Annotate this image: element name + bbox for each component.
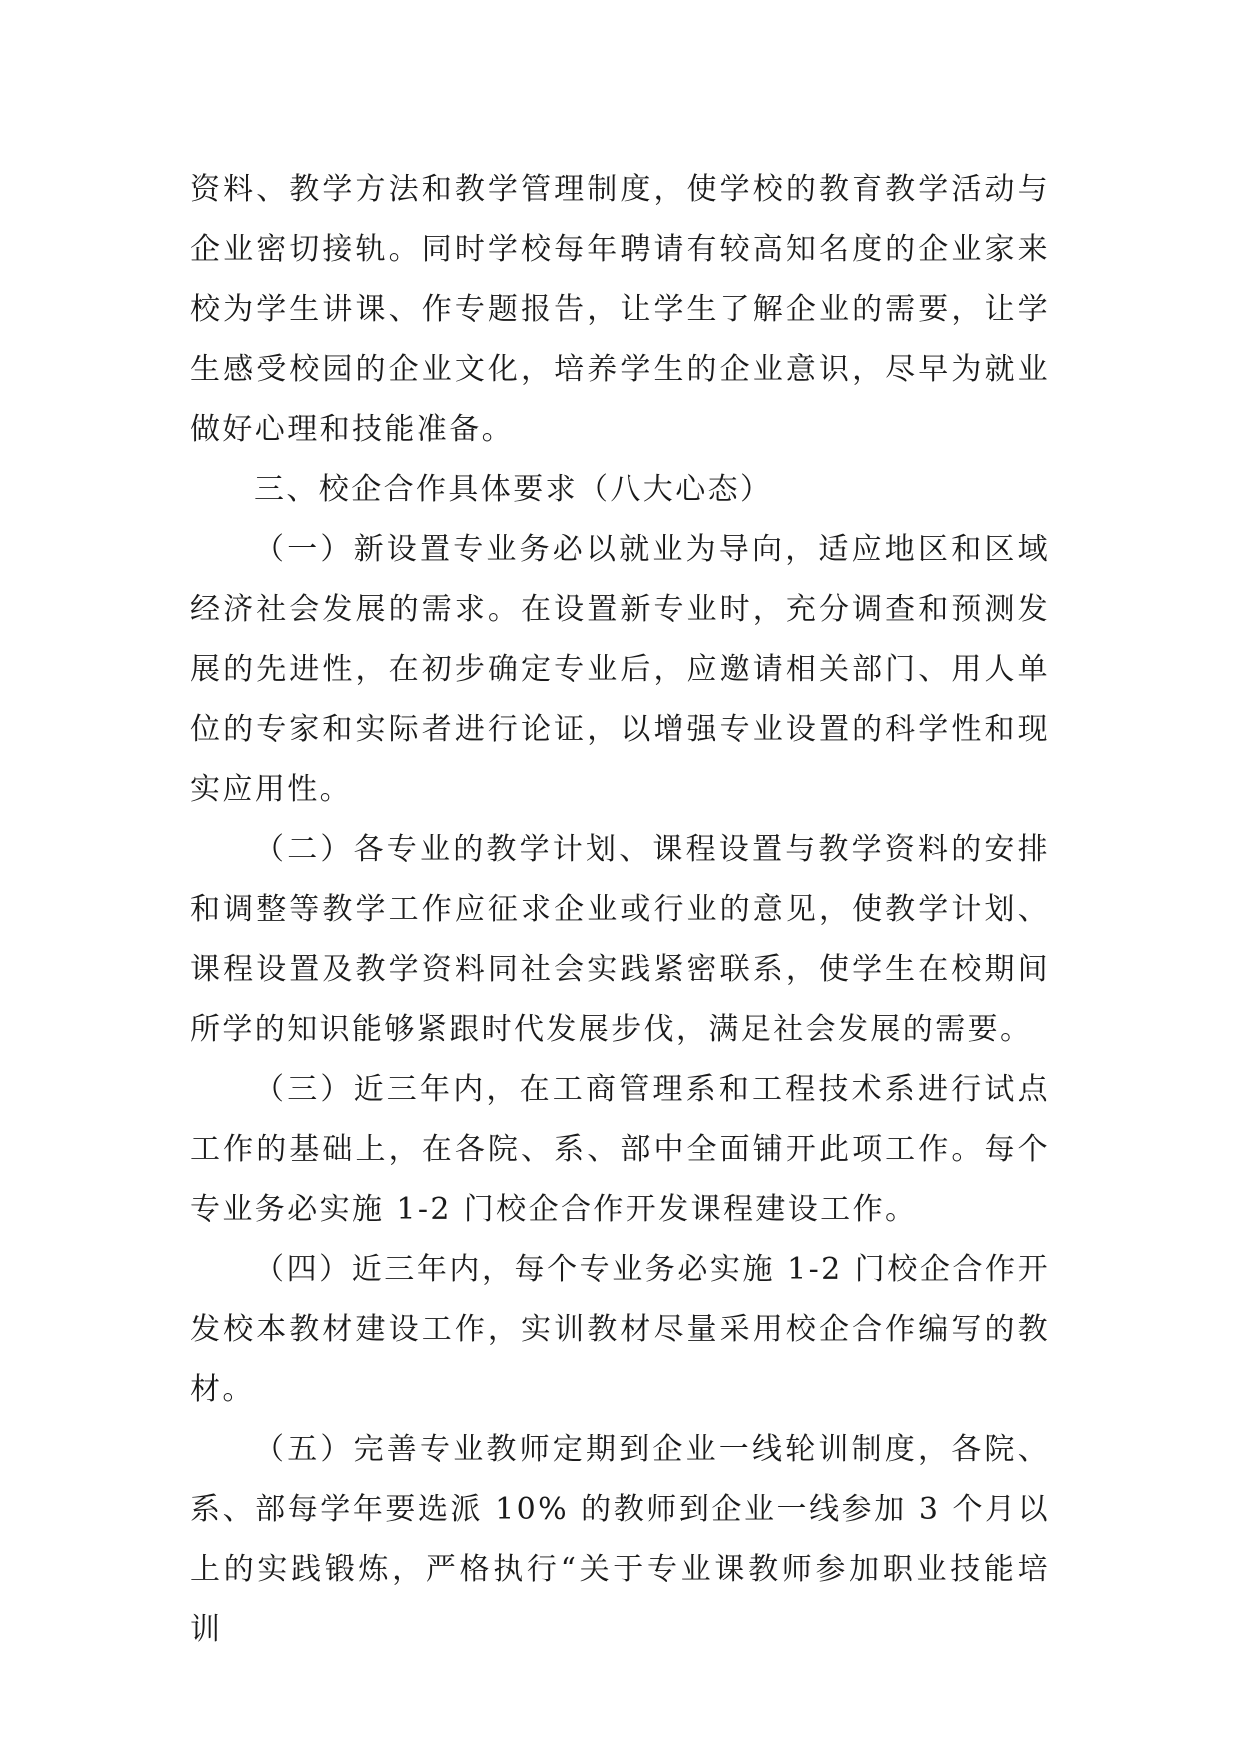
paragraph-continued: 资料、教学方法和教学管理制度，使学校的教育教学活动与企业密切接轨。同时学校每年聘请有较高知名度的企业家来校为学生讲课、作专题报告，让学生了解企业的需要，让学生感受校园的企业文化，培养学生的企业意识，尽早为就业做好心理和技能准备。	[190, 172, 1050, 447]
paragraph-item-5: （五）完善专业教师定期到企业一线轮训制度，各院、系、部每学年要选派 10% 的教师到企业一线参加 3 个月以上的实践锻炼，严格执行“关于专业课教师参加职业技能培训	[190, 1432, 1050, 1647]
section-heading-3: 三、校企合作具体要求（八大心态）	[254, 472, 773, 507]
paragraph-item-3: （三）近三年内，在工商管理系和工程技术系进行试点工作的基础上，在各院、系、部中全面铺开此项工作。每个专业务必实施 1-2 门校企合作开发课程建设工作。	[190, 1072, 1050, 1227]
document-body	[190, 160, 1050, 1660]
paragraph-item-1: （一）新设置专业务必以就业为导向，适应地区和区域经济社会发展的需求。在设置新专业时，充分调查和预测发展的先进性，在初步确定专业后，应邀请相关部门、用人单位的专家和实际者进行论证，以增强专业设置的科学性和现实应用性。	[190, 532, 1050, 807]
paragraph-item-2: （二）各专业的教学计划、课程设置与教学资料的安排和调整等教学工作应征求企业或行业的意见，使教学计划、课程设置及教学资料同社会实践紧密联系，使学生在校期间所学的知识能够紧跟时代发展步伐，满足社会发展的需要。	[190, 832, 1050, 1047]
paragraph-item-4: （四）近三年内，每个专业务必实施 1-2 门校企合作开发校本教材建设工作，实训教材尽量采用校企合作编写的教材。	[190, 1252, 1050, 1407]
